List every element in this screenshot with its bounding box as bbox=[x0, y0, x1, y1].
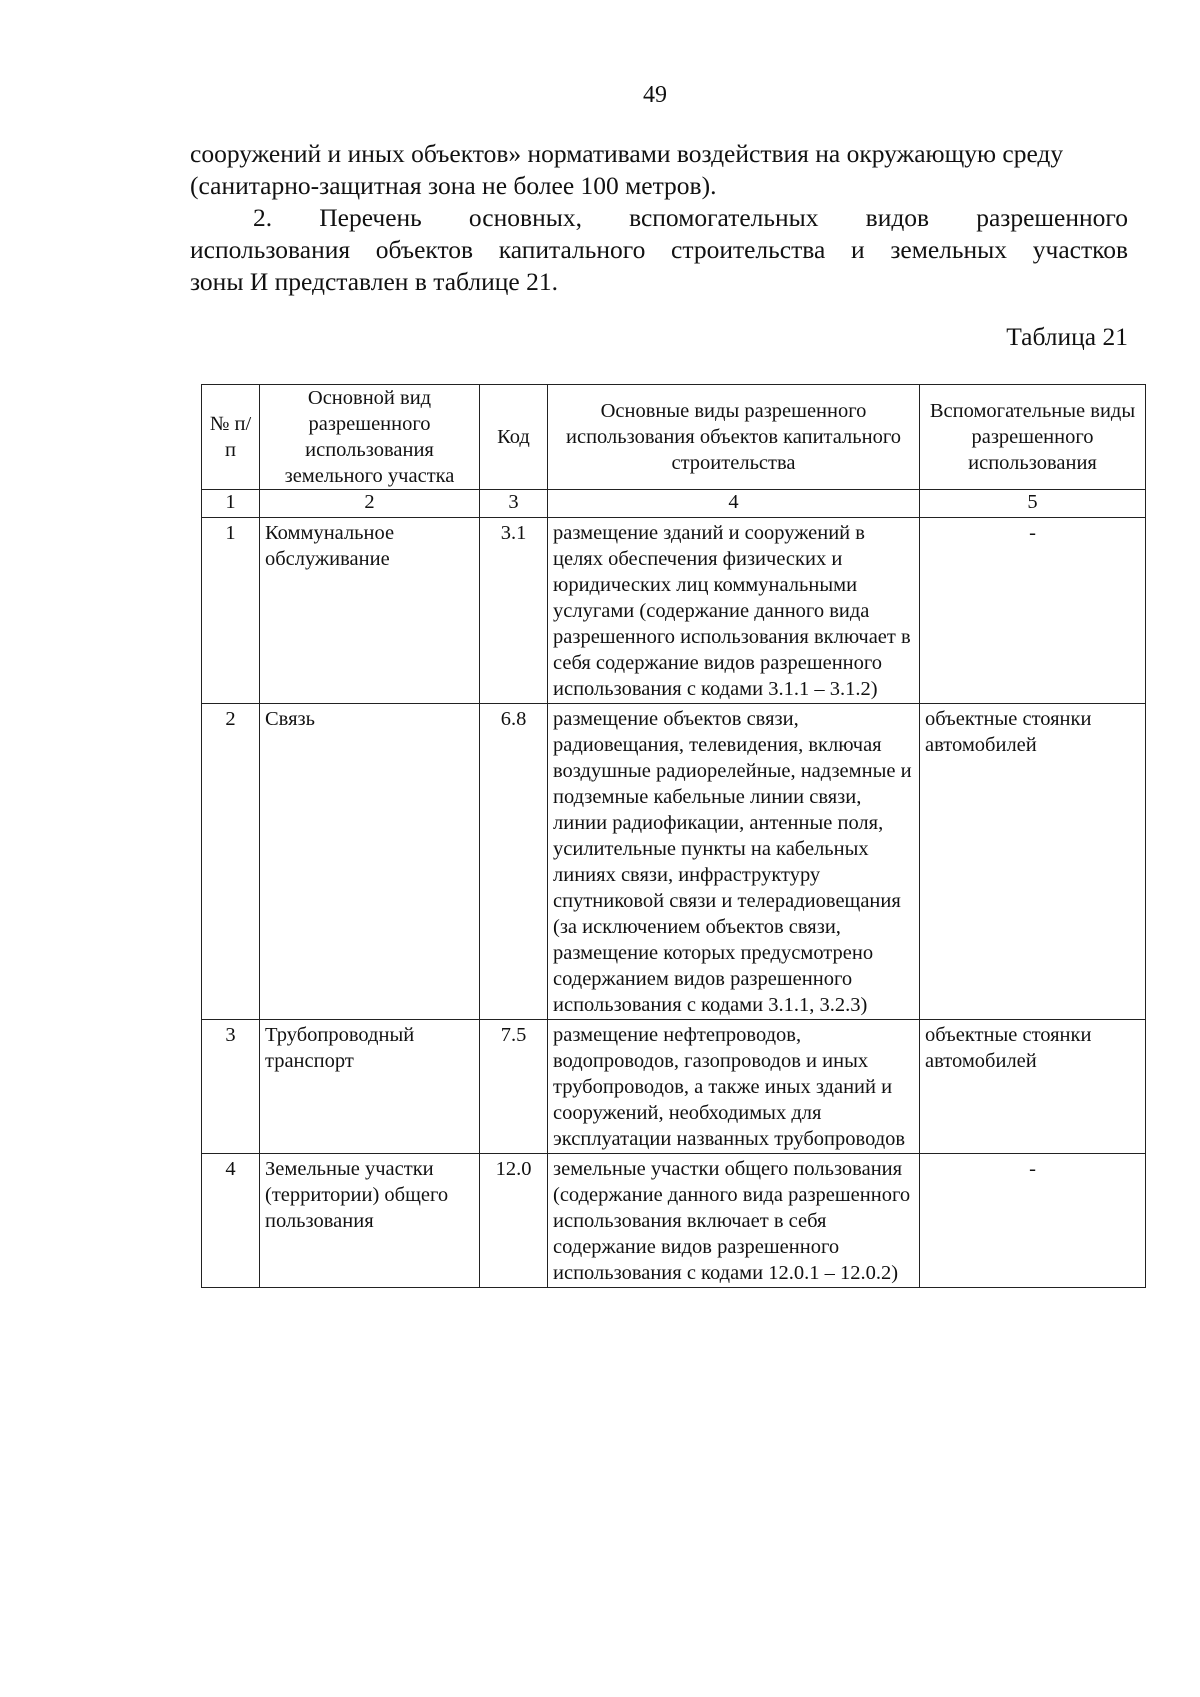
paragraph-line-2: использования объектов капитального строительства и земельных участков bbox=[190, 235, 1128, 264]
column-number: 2 bbox=[260, 490, 480, 518]
use-description: размещение объектов связи, радиовещания, телевидения, включая воздушные радиорелейные, надземные и подземные кабельные линии связи, линии радиофикации, антенные поля, усилительные пункты на кабельных линиях связи, инфраструктуру спутниковой связи и телерадиовещания (за исключением объектов связи, размещение которых предусмотрено содержанием видов разрешенного использования с кодами 3.1.1, 3.2.3) bbox=[548, 704, 920, 1020]
row-number: 2 bbox=[202, 704, 260, 1020]
column-number-row bbox=[202, 490, 1146, 518]
paragraph-line-3: зоны И представлен в таблице 21. bbox=[190, 267, 558, 296]
basic-use: Земельные участки (территории) общего пользования bbox=[260, 1154, 480, 1288]
auxiliary-use: объектные стоянки автомобилей bbox=[920, 1020, 1146, 1154]
auxiliary-use: объектные стоянки автомобилей bbox=[920, 704, 1146, 1020]
auxiliary-use: - bbox=[920, 1154, 1146, 1288]
basic-use: Коммунальное обслуживание bbox=[260, 518, 480, 704]
land-use-table bbox=[201, 384, 1146, 1288]
use-description: земельные участки общего пользования (содержание данного вида разрешенного использования включает в себя содержание видов разрешенного использования с кодами 12.0.1 – 12.0.2) bbox=[548, 1154, 920, 1288]
basic-use: Трубопроводный транспорт bbox=[260, 1020, 480, 1154]
use-description: размещение зданий и сооружений в целях обеспечения физических и юридических лиц коммунальными услугами (содержание данного вида разрешенного использования включает в себя содержание видов разрешенного использования с кодами 3.1.1 – 3.1.2) bbox=[548, 518, 920, 704]
header-number: № п/п bbox=[202, 385, 260, 490]
row-number: 3 bbox=[202, 1020, 260, 1154]
auxiliary-use: - bbox=[920, 518, 1146, 704]
table-header-row bbox=[202, 385, 1146, 490]
table-caption: Таблица 21 bbox=[1006, 322, 1128, 351]
column-number: 5 bbox=[920, 490, 1146, 518]
row-number: 4 bbox=[202, 1154, 260, 1288]
basic-use: Связь bbox=[260, 704, 480, 1020]
column-number: 1 bbox=[202, 490, 260, 518]
header-capital-construction-use: Основные виды разрешенного использования объектов капитального строительства bbox=[548, 385, 920, 490]
table-row bbox=[202, 704, 1146, 1020]
column-number: 3 bbox=[480, 490, 548, 518]
header-auxiliary-use: Вспомогательные виды разрешенного использования bbox=[920, 385, 1146, 490]
table-row bbox=[202, 518, 1146, 704]
use-code: 3.1 bbox=[480, 518, 548, 704]
use-code: 7.5 bbox=[480, 1020, 548, 1154]
use-code: 6.8 bbox=[480, 704, 548, 1020]
use-code: 12.0 bbox=[480, 1154, 548, 1288]
row-number: 1 bbox=[202, 518, 260, 704]
intro-paragraph: сооружений и иных объектов» нормативами воздействия на окружающую среду (санитарно-защитная зона не более 100 метров). bbox=[190, 139, 1064, 200]
header-basic-use: Основной вид разрешенного использования земельного участка bbox=[260, 385, 480, 490]
header-code: Код bbox=[480, 385, 548, 490]
column-number: 4 bbox=[548, 490, 920, 518]
paragraph-line-1: 2. Перечень основных, вспомогательных видов разрешенного bbox=[253, 203, 1128, 232]
page-number: 49 bbox=[643, 82, 667, 108]
use-description: размещение нефтепроводов, водопроводов, газопроводов и иных трубопроводов, а также иных зданий и сооружений, необходимых для эксплуатации названных трубопроводов bbox=[548, 1020, 920, 1154]
table-row bbox=[202, 1020, 1146, 1154]
table-row bbox=[202, 1154, 1146, 1288]
table-reference-paragraph bbox=[190, 202, 1128, 298]
